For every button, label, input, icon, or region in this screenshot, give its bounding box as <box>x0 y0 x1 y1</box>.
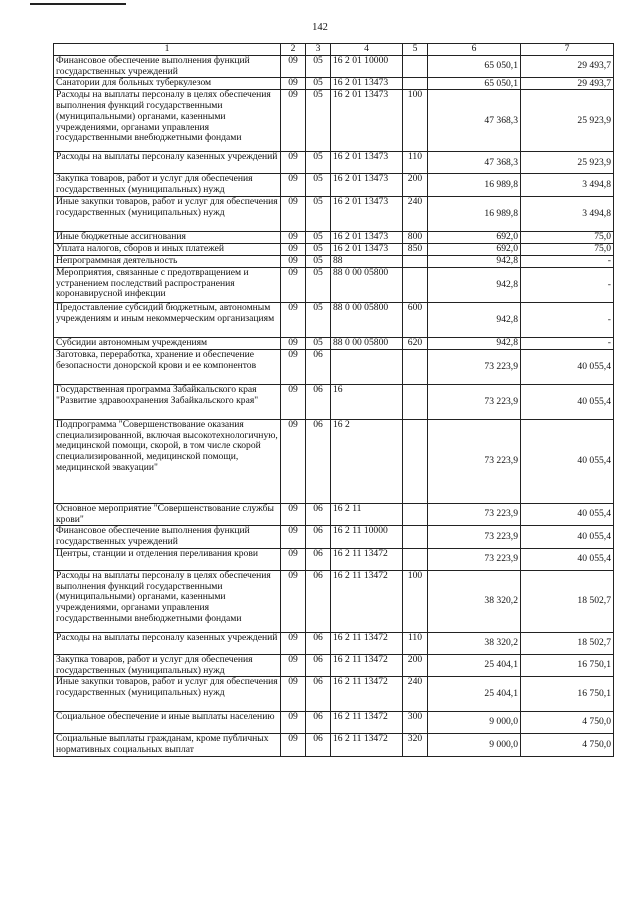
table-row <box>54 503 614 525</box>
page-number: 142 <box>312 22 328 33</box>
expense-name-cell: Субсидии автономным учреждениям <box>54 337 281 349</box>
amount-approved-cell: 73 223,9 <box>428 419 521 503</box>
amount-approved-cell: 942,8 <box>428 337 521 349</box>
header-cell: 5 <box>403 44 428 56</box>
expense-type-cell <box>403 267 428 302</box>
table-row <box>54 152 614 174</box>
top-rule <box>30 3 126 5</box>
amount-approved-cell: 47 368,3 <box>428 90 521 152</box>
amount-executed-cell: - <box>521 337 614 349</box>
expense-type-cell <box>403 56 428 78</box>
table-row <box>54 570 614 632</box>
expense-name-cell: Государственная программа Забайкальского края "Развитие здравоохранения Забайкальского края" <box>54 384 281 419</box>
table-row <box>54 231 614 243</box>
amount-executed-cell: 4 750,0 <box>521 712 614 734</box>
amount-executed-cell: 16 750,1 <box>521 677 614 712</box>
target-article-cell: 88 0 00 05800 <box>331 267 403 302</box>
amount-executed-cell: 25 923,9 <box>521 90 614 152</box>
section-code-cell: 09 <box>281 384 306 419</box>
section-code-cell: 09 <box>281 78 306 90</box>
subsection-code-cell: 06 <box>306 349 331 384</box>
amount-approved-cell: 73 223,9 <box>428 503 521 525</box>
target-article-cell: 16 2 11 13472 <box>331 734 403 756</box>
target-article-cell: 16 2 01 13473 <box>331 90 403 152</box>
expense-type-cell: 100 <box>403 570 428 632</box>
amount-executed-cell: 18 502,7 <box>521 632 614 654</box>
subsection-code-cell: 06 <box>306 632 331 654</box>
section-code-cell: 09 <box>281 231 306 243</box>
expense-name-cell: Расходы на выплаты персоналу в целях обеспечения выполнения функций государственными (муниципальными) органами, казенными учреждениями, органами управления государственными внебюджетными фондами <box>54 570 281 632</box>
target-article-cell: 16 2 11 13472 <box>331 677 403 712</box>
subsection-code-cell: 05 <box>306 243 331 255</box>
header-cell: 4 <box>331 44 403 56</box>
expense-type-cell <box>403 384 428 419</box>
subsection-code-cell: 06 <box>306 677 331 712</box>
expense-type-cell <box>403 526 428 548</box>
table-row <box>54 349 614 384</box>
expense-name-cell: Мероприятия, связанные с предотвращением и устранением последствий распространения коронавирусной инфекции <box>54 267 281 302</box>
expense-type-cell: 240 <box>403 196 428 231</box>
section-code-cell: 09 <box>281 243 306 255</box>
target-article-cell: 16 2 01 13473 <box>331 243 403 255</box>
expense-type-cell: 100 <box>403 90 428 152</box>
amount-executed-cell: - <box>521 302 614 337</box>
amount-approved-cell: 692,0 <box>428 231 521 243</box>
expense-name-cell: Уплата налогов, сборов и иных платежей <box>54 243 281 255</box>
subsection-code-cell: 06 <box>306 570 331 632</box>
amount-approved-cell: 25 404,1 <box>428 677 521 712</box>
expense-type-cell: 620 <box>403 337 428 349</box>
header-cell: 1 <box>54 44 281 56</box>
table-row <box>54 255 614 267</box>
expense-name-cell: Иные закупки товаров, работ и услуг для обеспечения государственных (муниципальных) нужд <box>54 677 281 712</box>
table-row <box>54 196 614 231</box>
section-code-cell: 09 <box>281 349 306 384</box>
expense-type-cell <box>403 503 428 525</box>
amount-approved-cell: 73 223,9 <box>428 548 521 570</box>
section-code-cell: 09 <box>281 503 306 525</box>
section-code-cell: 09 <box>281 90 306 152</box>
table-header-row <box>54 44 614 56</box>
table-row <box>54 384 614 419</box>
expense-name-cell: Закупка товаров, работ и услуг для обеспечения государственных (муниципальных) нужд <box>54 174 281 196</box>
expense-name-cell: Социальные выплаты гражданам, кроме публичных нормативных социальных выплат <box>54 734 281 756</box>
target-article-cell: 16 2 <box>331 419 403 503</box>
amount-approved-cell: 38 320,2 <box>428 632 521 654</box>
target-article-cell: 16 2 01 13473 <box>331 78 403 90</box>
amount-executed-cell: 40 055,4 <box>521 526 614 548</box>
section-code-cell: 09 <box>281 654 306 676</box>
subsection-code-cell: 05 <box>306 56 331 78</box>
expense-type-cell <box>403 349 428 384</box>
expense-type-cell <box>403 548 428 570</box>
expense-type-cell <box>403 419 428 503</box>
table-row <box>54 734 614 756</box>
target-article-cell: 16 2 01 13473 <box>331 196 403 231</box>
target-article-cell: 16 <box>331 384 403 419</box>
table-row <box>54 548 614 570</box>
section-code-cell: 09 <box>281 56 306 78</box>
table-row <box>54 56 614 78</box>
expense-type-cell: 320 <box>403 734 428 756</box>
amount-executed-cell: 4 750,0 <box>521 734 614 756</box>
amount-executed-cell: 75,0 <box>521 231 614 243</box>
subsection-code-cell: 06 <box>306 712 331 734</box>
target-article-cell: 16 2 01 10000 <box>331 56 403 78</box>
subsection-code-cell: 05 <box>306 174 331 196</box>
amount-executed-cell: 40 055,4 <box>521 503 614 525</box>
table-row <box>54 90 614 152</box>
amount-executed-cell: 40 055,4 <box>521 384 614 419</box>
target-article-cell: 16 2 01 13473 <box>331 231 403 243</box>
table-row <box>54 243 614 255</box>
amount-executed-cell: - <box>521 255 614 267</box>
expense-name-cell: Подпрограмма "Совершенствование оказания специализированной, включая высокотехнологичную, медицинской помощи, скорой, в том числе скорой специализированной, медицинской помощи, медицинской эвакуации" <box>54 419 281 503</box>
target-article-cell: 16 2 11 <box>331 503 403 525</box>
section-code-cell: 09 <box>281 677 306 712</box>
section-code-cell: 09 <box>281 174 306 196</box>
section-code-cell: 09 <box>281 196 306 231</box>
expense-type-cell: 850 <box>403 243 428 255</box>
amount-approved-cell: 9 000,0 <box>428 734 521 756</box>
section-code-cell: 09 <box>281 152 306 174</box>
target-article-cell: 88 <box>331 255 403 267</box>
table-row <box>54 632 614 654</box>
expense-type-cell: 600 <box>403 302 428 337</box>
target-article-cell: 16 2 11 10000 <box>331 526 403 548</box>
expense-name-cell: Расходы на выплаты персоналу казенных учреждений <box>54 632 281 654</box>
expense-name-cell: Расходы на выплаты персоналу в целях обеспечения выполнения функций государственными (муниципальными) органами, казенными учреждениями, органами управления государственными внебюджетными фондами <box>54 90 281 152</box>
expense-type-cell: 240 <box>403 677 428 712</box>
subsection-code-cell: 06 <box>306 548 331 570</box>
header-cell: 7 <box>521 44 614 56</box>
amount-executed-cell: 75,0 <box>521 243 614 255</box>
expense-name-cell: Предоставление субсидий бюджетным, автономным учреждениям и иным некоммерческим организациям <box>54 302 281 337</box>
expense-name-cell: Непрограммная деятельность <box>54 255 281 267</box>
amount-executed-cell: 16 750,1 <box>521 654 614 676</box>
amount-executed-cell: 18 502,7 <box>521 570 614 632</box>
table-row <box>54 712 614 734</box>
target-article-cell <box>331 349 403 384</box>
subsection-code-cell: 06 <box>306 654 331 676</box>
table-row <box>54 267 614 302</box>
section-code-cell: 09 <box>281 734 306 756</box>
section-code-cell: 09 <box>281 712 306 734</box>
section-code-cell: 09 <box>281 337 306 349</box>
target-article-cell: 16 2 01 13473 <box>331 174 403 196</box>
section-code-cell: 09 <box>281 302 306 337</box>
subsection-code-cell: 05 <box>306 152 331 174</box>
expense-type-cell: 800 <box>403 231 428 243</box>
target-article-cell: 88 0 00 05800 <box>331 337 403 349</box>
expense-type-cell <box>403 78 428 90</box>
budget-table <box>53 43 614 757</box>
expense-type-cell: 300 <box>403 712 428 734</box>
subsection-code-cell: 05 <box>306 90 331 152</box>
target-article-cell: 16 2 11 13472 <box>331 712 403 734</box>
amount-approved-cell: 942,8 <box>428 302 521 337</box>
amount-approved-cell: 73 223,9 <box>428 384 521 419</box>
amount-executed-cell: 40 055,4 <box>521 548 614 570</box>
expense-name-cell: Иные закупки товаров, работ и услуг для обеспечения государственных (муниципальных) нужд <box>54 196 281 231</box>
expense-name-cell: Закупка товаров, работ и услуг для обеспечения государственных (муниципальных) нужд <box>54 654 281 676</box>
section-code-cell: 09 <box>281 255 306 267</box>
amount-approved-cell: 47 368,3 <box>428 152 521 174</box>
subsection-code-cell: 06 <box>306 734 331 756</box>
section-code-cell: 09 <box>281 548 306 570</box>
amount-approved-cell: 65 050,1 <box>428 56 521 78</box>
table-row <box>54 677 614 712</box>
expense-name-cell: Иные бюджетные ассигнования <box>54 231 281 243</box>
subsection-code-cell: 06 <box>306 384 331 419</box>
subsection-code-cell: 06 <box>306 526 331 548</box>
amount-executed-cell: 25 923,9 <box>521 152 614 174</box>
amount-approved-cell: 942,8 <box>428 255 521 267</box>
subsection-code-cell: 06 <box>306 419 331 503</box>
amount-approved-cell: 9 000,0 <box>428 712 521 734</box>
table-row <box>54 419 614 503</box>
subsection-code-cell: 06 <box>306 503 331 525</box>
amount-executed-cell: 29 493,7 <box>521 56 614 78</box>
section-code-cell: 09 <box>281 419 306 503</box>
expense-name-cell: Основное мероприятие "Совершенствование службы крови" <box>54 503 281 525</box>
expense-type-cell: 200 <box>403 174 428 196</box>
table-row <box>54 78 614 90</box>
table-row <box>54 302 614 337</box>
amount-approved-cell: 73 223,9 <box>428 526 521 548</box>
table-row <box>54 337 614 349</box>
section-code-cell: 09 <box>281 632 306 654</box>
amount-executed-cell: 29 493,7 <box>521 78 614 90</box>
target-article-cell: 16 2 11 13472 <box>331 570 403 632</box>
amount-approved-cell: 942,8 <box>428 267 521 302</box>
expense-name-cell: Финансовое обеспечение выполнения функций государственных учреждений <box>54 526 281 548</box>
amount-executed-cell: 40 055,4 <box>521 349 614 384</box>
amount-executed-cell: - <box>521 267 614 302</box>
expense-name-cell: Заготовка, переработка, хранение и обеспечение безопасности донорской крови и ее компонентов <box>54 349 281 384</box>
amount-approved-cell: 692,0 <box>428 243 521 255</box>
subsection-code-cell: 05 <box>306 337 331 349</box>
amount-approved-cell: 25 404,1 <box>428 654 521 676</box>
expense-name-cell: Санатории для больных туберкулезом <box>54 78 281 90</box>
target-article-cell: 16 2 11 13472 <box>331 654 403 676</box>
table-row <box>54 174 614 196</box>
subsection-code-cell: 05 <box>306 78 331 90</box>
section-code-cell: 09 <box>281 526 306 548</box>
header-cell: 2 <box>281 44 306 56</box>
header-cell: 3 <box>306 44 331 56</box>
expense-name-cell: Расходы на выплаты персоналу казенных учреждений <box>54 152 281 174</box>
amount-approved-cell: 65 050,1 <box>428 78 521 90</box>
table-row <box>54 526 614 548</box>
amount-executed-cell: 3 494,8 <box>521 196 614 231</box>
expense-name-cell: Центры, станции и отделения переливания крови <box>54 548 281 570</box>
section-code-cell: 09 <box>281 570 306 632</box>
section-code-cell: 09 <box>281 267 306 302</box>
subsection-code-cell: 05 <box>306 267 331 302</box>
amount-executed-cell: 40 055,4 <box>521 419 614 503</box>
expense-type-cell: 110 <box>403 632 428 654</box>
table-row <box>54 654 614 676</box>
header-cell: 6 <box>428 44 521 56</box>
expense-type-cell: 200 <box>403 654 428 676</box>
expense-name-cell: Финансовое обеспечение выполнения функций государственных учреждений <box>54 56 281 78</box>
target-article-cell: 16 2 11 13472 <box>331 548 403 570</box>
amount-approved-cell: 73 223,9 <box>428 349 521 384</box>
expense-name-cell: Социальное обеспечение и иные выплаты населению <box>54 712 281 734</box>
target-article-cell: 16 2 11 13472 <box>331 632 403 654</box>
amount-approved-cell: 16 989,8 <box>428 196 521 231</box>
expense-type-cell <box>403 255 428 267</box>
expense-type-cell: 110 <box>403 152 428 174</box>
subsection-code-cell: 05 <box>306 231 331 243</box>
target-article-cell: 88 0 00 05800 <box>331 302 403 337</box>
subsection-code-cell: 05 <box>306 302 331 337</box>
amount-approved-cell: 38 320,2 <box>428 570 521 632</box>
subsection-code-cell: 05 <box>306 255 331 267</box>
target-article-cell: 16 2 01 13473 <box>331 152 403 174</box>
amount-approved-cell: 16 989,8 <box>428 174 521 196</box>
amount-executed-cell: 3 494,8 <box>521 174 614 196</box>
subsection-code-cell: 05 <box>306 196 331 231</box>
